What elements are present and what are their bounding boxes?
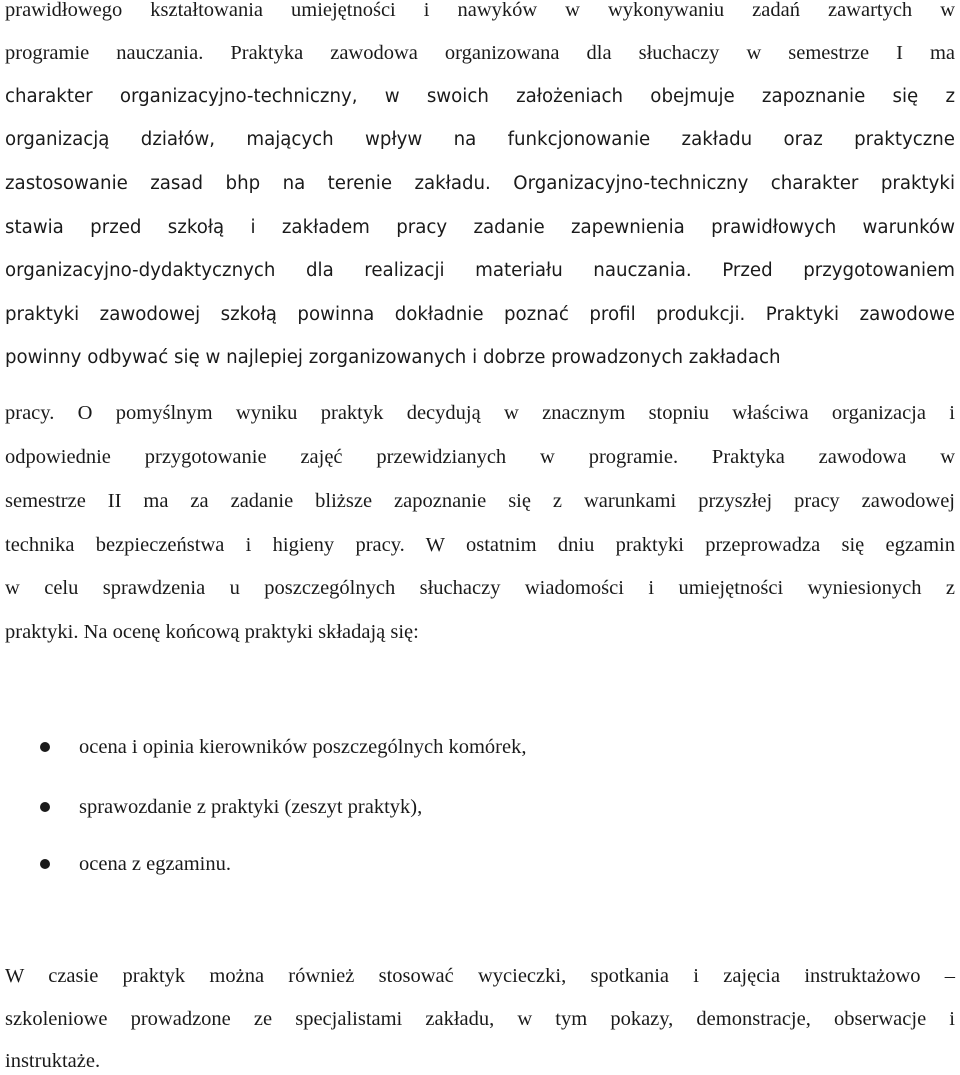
list-item-text: ocena z egzaminu. <box>79 853 231 875</box>
paragraph-line: charakter organizacyjno-techniczny, w swoich założeniach obejmuje zapoznanie się z <box>5 86 955 107</box>
paragraph-line: organizacją działów, mających wpływ na funkcjonowanie zakładu oraz praktyczne <box>5 129 955 150</box>
list-item-text: sprawozdanie z praktyki (zeszyt praktyk), <box>79 796 423 818</box>
paragraph-line: stawia przed szkołą i zakładem pracy zadanie zapewnienia prawidłowych warunków <box>5 217 955 238</box>
paragraph-line: pracy. O pomyślnym wyniku praktyk decydują w znacznym stopniu właściwa organizacja i <box>5 402 955 424</box>
list-item-text: ocena i opinia kierowników poszczególnych komórek, <box>79 736 527 758</box>
bullet-icon <box>40 859 50 869</box>
paragraph-line: praktyki. Na ocenę końcową praktyki składają się: <box>5 621 419 643</box>
paragraph-line: zastosowanie zasad bhp na terenie zakładu. Organizacyjno-techniczny charakter praktyki <box>5 173 955 194</box>
paragraph-line: instruktaże. <box>5 1050 101 1072</box>
paragraph-line: praktyki zawodowej szkołą powinna dokładnie poznać profil produkcji. Praktyki zawodowe <box>5 304 955 325</box>
list-item <box>40 793 920 821</box>
paragraph-line: semestrze II ma za zadanie bliższe zapoznanie się z warunkami przyszłej pracy zawodowej <box>5 490 955 512</box>
bullet-icon <box>40 742 50 752</box>
paragraph-line: organizacyjno-dydaktycznych dla realizacji materiału nauczania. Przed przygotowaniem <box>5 260 955 281</box>
paragraph-line: W czasie praktyk można również stosować wycieczki, spotkania i zajęcia instruktażowo – <box>5 965 955 987</box>
list-item <box>40 850 920 878</box>
paragraph-line: szkoleniowe prowadzone ze specjalistami zakładu, w tym pokazy, demonstracje, obserwacje i <box>5 1008 955 1030</box>
paragraph-line: prawidłowego kształtowania umiejętności i nawyków w wykonywaniu zadań zawartych w <box>5 0 955 21</box>
paragraph-line: w celu sprawdzenia u poszczególnych słuchaczy wiadomości i umiejętności wyniesionych z <box>5 577 955 599</box>
paragraph-line: odpowiednie przygotowanie zajęć przewidzianych w programie. Praktyka zawodowa w <box>5 446 955 468</box>
paragraph-line: programie nauczania. Praktyka zawodowa organizowana dla słuchaczy w semestrze I ma <box>5 42 955 64</box>
bullet-icon <box>40 802 50 812</box>
paragraph-line: technika bezpieczeństwa i higieny pracy. W ostatnim dniu praktyki przeprowadza się egzamin <box>5 534 955 556</box>
list-item <box>40 733 920 761</box>
paragraph-line: powinny odbywać się w najlepiej zorganizowanych i dobrze prowadzonych zakładach <box>5 347 781 368</box>
